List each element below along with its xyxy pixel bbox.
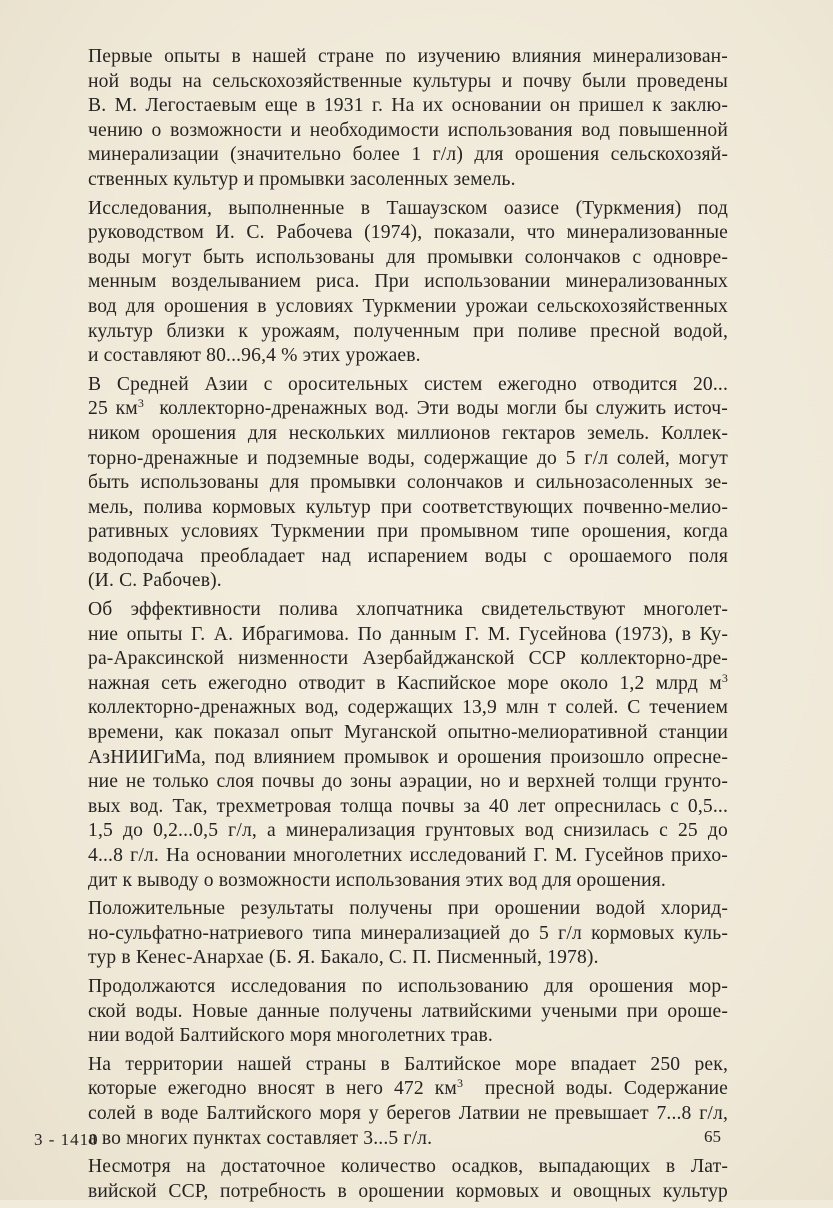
text-line: ственных культур и промывки засоленных земель.	[88, 168, 516, 190]
superscript: 3	[137, 396, 144, 411]
text-line: ние опыты Г. А. Ибрагимова. По данным Г. М. Гусейнова (1973), в Ку-	[88, 623, 728, 645]
text-line: Продолжаются исследования по использованию для орошения мор-	[88, 975, 728, 997]
paragraph-2	[88, 197, 728, 369]
page-number: 65	[704, 1127, 721, 1146]
text-line: быть использованы для промывки солончаков и сильнозасоленных зе-	[88, 472, 728, 494]
paragraph-8	[88, 1155, 728, 1204]
text-line: менным возделыванием риса. При использовании минерализованных	[88, 271, 728, 293]
text-line: Исследования, выполненные в Ташаузском оазисе (Туркмения) под	[88, 197, 728, 219]
paragraph-4	[88, 598, 728, 893]
text-line-with-superscript	[88, 1077, 728, 1102]
text-line: вийской ССР, потребность в орошении кормовых и овощных культур	[88, 1180, 728, 1202]
text-line: 4...8 г/л. На основании многолетних исследований Г. М. Гусейнов прихо-	[88, 845, 728, 866]
text-line: мель, полива кормовых культур при соответствующих почвенно-мелио-	[88, 496, 728, 518]
paragraph-1	[88, 45, 728, 193]
text-line: 1,5 до 0,2...0,5 г/л, а минерализация грунтовых вод снизилась с 25 до	[88, 820, 728, 842]
paragraph-5	[88, 897, 728, 971]
text-line: дит к выводу о возможности использования этих вод для орошения.	[88, 869, 666, 891]
text-line: чению о возможности и необходимости использования вод повышенной	[88, 119, 728, 141]
text-line: солей в воде Балтийского моря у берегов Латвии не превышает 7...8 г/л,	[88, 1102, 728, 1124]
paragraph-3	[88, 373, 728, 594]
signature-mark: 3 - 1410	[34, 1130, 99, 1149]
text-line: Положительные результаты получены при орошении водой хлорид-	[88, 898, 728, 920]
text-line-with-superscript	[88, 397, 728, 422]
text-fragment: пресной воды. Содержание	[484, 1078, 728, 1100]
text-line: тур в Кенес-Анархае (Б. Я. Бакало, С. П. Писменный, 1978).	[88, 947, 599, 969]
text-line: В. М. Легостаевым еще в 1931 г. На их основании он пришел к заклю-	[88, 95, 728, 117]
text-line: минерализации (значительно более 1 г/л) для орошения сельскохозяй-	[88, 144, 728, 166]
text-line: времени, как показал опыт Муганской опытно-мелиоративной станции	[88, 722, 728, 744]
text-line: руководством И. С. Рабочева (1974), показали, что минерализованные	[88, 222, 728, 244]
text-line: ративных условиях Туркмении при промывном типе орошения, когда	[88, 521, 728, 543]
text-line: нии водой Балтийского моря многолетних трав.	[88, 1025, 493, 1047]
paragraph-7	[88, 1053, 728, 1151]
text-line: В Средней Азии с оросительных систем ежегодно отводится 20...	[88, 373, 728, 395]
text-line: ние не только слоя почвы до зоны аэрации, но и верхней толщи грунто-	[88, 771, 728, 793]
text-line: (И. С. Рабочев).	[88, 570, 222, 592]
superscript: 3	[721, 670, 728, 685]
text-fragment: которые ежегодно вносят в него 472 км	[88, 1078, 457, 1100]
text-line: а во многих пунктах составляет 3...5 г/л.	[88, 1127, 433, 1149]
text-line: Об эффективности полива хлопчатника свидетельствуют многолет-	[88, 599, 728, 621]
paragraph-6	[88, 975, 728, 1049]
text-line: ра-Араксинской низменности Азербайджанской ССР коллекторно-дре-	[88, 648, 728, 670]
text-line: ской воды. Новые данные получены латвийскими учеными при ороше-	[88, 1000, 728, 1022]
text-line: ником орошения для нескольких миллионов гектаров земель. Коллек-	[88, 422, 728, 444]
text-line: культур близки к урожаям, полученным при поливе пресной водой,	[88, 320, 728, 342]
text-line: Первые опыты в нашей стране по изучению влияния минерализован-	[88, 46, 728, 67]
text-line: вод для орошения в условиях Туркмении урожаи сельскохозяйственных	[88, 295, 728, 317]
text-fragment: нажная сеть ежегодно отводит в Каспийское море около 1,2 млрд м	[88, 672, 722, 694]
superscript: 3	[456, 1076, 464, 1091]
text-line: водоподача преобладает над испарением воды с орошаемого поля	[88, 545, 728, 567]
text-line: На территории нашей страны в Балтийское море впадает 250 рек,	[88, 1053, 728, 1075]
text-fragment: 25 км	[88, 398, 138, 420]
text-line-with-superscript	[88, 672, 728, 697]
text-line: ной воды на сельскохозяйственные культуры и почву были проведены	[88, 70, 728, 92]
text-line: но-сульфатно-натриевого типа минерализацией до 5 г/л кормовых куль-	[88, 922, 728, 944]
text-line: торно-дренажные и подземные воды, содержащие до 5 г/л солей, могут	[88, 447, 728, 469]
text-line: коллекторно-дренажных вод, содержащих 13,9 млн т солей. С течением	[88, 697, 728, 719]
text-line: воды могут быть использованы для промывки солончаков с одновре-	[88, 246, 728, 268]
text-line: АзНИИГиМа, под влиянием промывок и орошения произошло опресне-	[88, 746, 728, 768]
text-line: и составляют 80...96,4 % этих урожаев.	[88, 345, 421, 367]
body-text	[88, 45, 728, 1208]
text-fragment: коллекторно-дренажных вод. Эти воды могли бы служить источ-	[159, 398, 728, 420]
text-line: вых вод. Так, трехметровая толща почвы за 40 лет опреснилась с 0,5...	[88, 795, 728, 817]
text-line: Несмотря на достаточное количество осадков, выпадающих в Лат-	[88, 1156, 728, 1178]
